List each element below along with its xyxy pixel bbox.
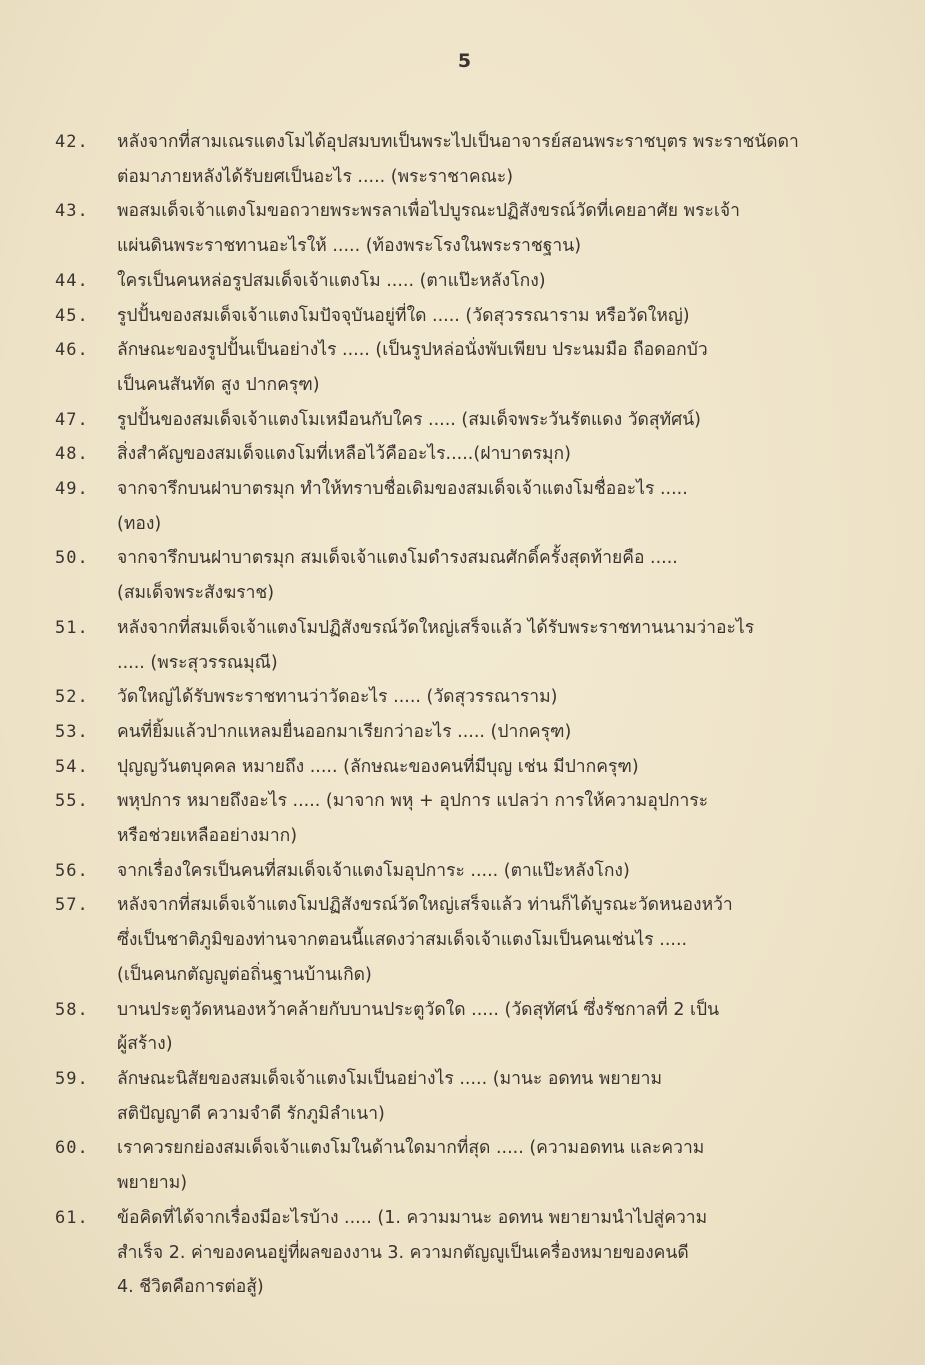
question-number: 44. (55, 270, 89, 291)
text-line: (เป็นคนกตัญญูต่อถิ่นฐานบ้านเกิด) (117, 964, 372, 985)
question-number: 43. (55, 201, 89, 222)
text-line: (ทอง) (117, 513, 162, 534)
question-text (117, 437, 875, 472)
question-text (117, 888, 875, 992)
text-line: ซึ่งเป็นชาติภูมิของท่านจากตอนนี้แสดงว่าสมเด็จเจ้าแตงโมเป็นคนเช่นไร ..... (117, 930, 688, 951)
question-number: 45. (55, 305, 89, 326)
text-line: หลังจากที่สมเด็จเจ้าแตงโมปฏิสังขรณ์วัดใหญ่เสร็จแล้ว ได้รับพระราชทานนามว่าอะไร (117, 617, 755, 638)
question-item (55, 264, 875, 299)
question-text (117, 854, 875, 889)
text-line: ลักษณะนิสัยของสมเด็จเจ้าแตงโมเป็นอย่างไร ..... (มานะ อดทน พยายาม (117, 1068, 663, 1089)
question-number: 54. (55, 756, 89, 777)
question-item (55, 472, 875, 541)
question-number: 56. (55, 860, 89, 881)
question-number: 60. (55, 1138, 89, 1159)
text-line: หรือช่วยเหลืออย่างมาก) (117, 826, 298, 847)
question-text (117, 472, 875, 541)
question-item (55, 1062, 875, 1131)
question-number: 48. (55, 444, 89, 465)
text-line: สติปัญญาดี ความจำดี รักภูมิลำเนา) (117, 1103, 385, 1124)
question-text (117, 299, 875, 334)
text-line: สิ่งสำคัญของสมเด็จแตงโมที่เหลือไว้คืออะไร.....(ฝาบาตรมุก) (117, 444, 571, 465)
page-number: 5 (457, 50, 472, 72)
question-number: 59. (55, 1068, 89, 1089)
question-item (55, 993, 875, 1062)
question-item (55, 750, 875, 785)
text-line: จากจารึกบนฝาบาตรมุก สมเด็จเจ้าแตงโมดำรงสมณศักดิ์ครั้งสุดท้ายคือ ..... (117, 548, 678, 569)
text-line: (สมเด็จพระสังฆราช) (117, 583, 275, 604)
text-line: พยายาม) (117, 1173, 188, 1194)
text-line: 4. ชีวิตคือการต่อสู้) (117, 1277, 264, 1298)
question-text (117, 125, 875, 194)
question-item (55, 1131, 875, 1200)
text-line: ผู้สร้าง) (117, 1034, 173, 1055)
text-line: รูปปั้นของสมเด็จเจ้าแตงโมเหมือนกับใคร ..... (สมเด็จพระวันรัตแดง วัดสุทัศน์) (117, 409, 702, 430)
question-text (117, 993, 875, 1062)
question-text (117, 194, 875, 263)
text-line: จากเรื่องใครเป็นคนที่สมเด็จเจ้าแตงโมอุปการะ ..... (ตาแป๊ะหลังโกง) (117, 860, 630, 881)
question-number: 58. (55, 999, 89, 1020)
question-number: 47. (55, 409, 89, 430)
text-line: รูปปั้นของสมเด็จเจ้าแตงโมปัจจุบันอยู่ที่ใด ..... (วัดสุวรรณาราม หรือวัดใหญ่) (117, 305, 690, 326)
question-item (55, 125, 875, 194)
text-line: ปุญญวันตบุคคล หมายถึง ..... (ลักษณะของคนที่มีบุญ เช่น มีปากครุฑ) (117, 756, 639, 777)
question-number: 53. (55, 721, 89, 742)
text-line: หลังจากที่สมเด็จเจ้าแตงโมปฏิสังขรณ์วัดใหญ่เสร็จแล้ว ท่านก็ได้บูรณะวัดหนองหว้า (117, 895, 733, 916)
question-text (117, 715, 875, 750)
question-text (117, 784, 875, 853)
question-text (117, 333, 875, 402)
question-list (55, 125, 875, 1305)
text-line: คนที่ยิ้มแล้วปากแหลมยื่นออกมาเรียกว่าอะไร ..... (ปากครุฑ) (117, 721, 572, 742)
question-text (117, 611, 875, 680)
question-number: 49. (55, 479, 89, 500)
text-line: สำเร็จ 2. ค่าของคนอยู่ที่ผลของงาน 3. ความกตัญญูเป็นเครื่องหมายของคนดี (117, 1242, 689, 1263)
question-text (117, 541, 875, 610)
question-text (117, 264, 875, 299)
question-text (117, 1062, 875, 1131)
text-line: จากจารึกบนฝาบาตรมุก ทำให้ทราบชื่อเดิมของสมเด็จเจ้าแตงโมชื่ออะไร ..... (117, 479, 688, 500)
question-number: 52. (55, 687, 89, 708)
text-line: วัดใหญ่ได้รับพระราชทานว่าวัดอะไร ..... (วัดสุวรรณาราม) (117, 687, 558, 708)
text-line: ข้อคิดที่ได้จากเรื่องมีอะไรบ้าง ..... (1. ความมานะ อดทน พยายามนำไปสู่ความ (117, 1207, 708, 1228)
question-item (55, 715, 875, 750)
text-line: หลังจากที่สามเณรแตงโมได้อุปสมบทเป็นพระไปเป็นอาจารย์สอนพระราชบุตร พระราชนัดดา (117, 132, 799, 152)
question-number: 61. (55, 1207, 89, 1228)
question-item (55, 194, 875, 263)
question-number: 42. (55, 132, 89, 152)
question-item (55, 437, 875, 472)
question-item (55, 611, 875, 680)
question-text (117, 1201, 875, 1305)
question-number: 51. (55, 617, 89, 638)
question-text (117, 750, 875, 785)
text-line: บานประตูวัดหนองหว้าคล้ายกับบานประตูวัดใด ..... (วัดสุทัศน์ ซึ่งรัชกาลที่ 2 เป็น (117, 999, 720, 1020)
question-number: 57. (55, 895, 89, 916)
text-line: แผ่นดินพระราชทานอะไรให้ ..... (ท้องพระโรงในพระราชฐาน) (117, 236, 582, 257)
text-line: ใครเป็นคนหล่อรูปสมเด็จเจ้าแตงโม ..... (ตาแป๊ะหลังโกง) (117, 270, 546, 291)
question-text (117, 680, 875, 715)
text-line: ลักษณะของรูปปั้นเป็นอย่างไร ..... (เป็นรูปหล่อนั่งพับเพียบ ประนมมือ ถือดอกบัว (117, 340, 708, 361)
question-item (55, 541, 875, 610)
question-item (55, 888, 875, 992)
question-number: 46. (55, 340, 89, 361)
question-item (55, 1201, 875, 1305)
text-line: พอสมเด็จเจ้าแตงโมขอถวายพระพรลาเพื่อไปบูรณะปฏิสังขรณ์วัดที่เคยอาศัย พระเจ้า (117, 201, 740, 222)
question-item (55, 784, 875, 853)
question-item (55, 854, 875, 889)
question-item (55, 299, 875, 334)
question-text (117, 1131, 875, 1200)
text-line: เป็นคนสันทัด สูง ปากครุฑ) (117, 374, 320, 395)
text-line: ..... (พระสุวรรณมุณี) (117, 652, 278, 673)
text-line: เราควรยกย่องสมเด็จเจ้าแตงโมในด้านใดมากที่สุด ..... (ความอดทน และความ (117, 1138, 705, 1159)
question-text (117, 403, 875, 438)
question-number: 50. (55, 548, 89, 569)
question-item (55, 403, 875, 438)
text-line: ต่อมาภายหลังได้รับยศเป็นอะไร ..... (พระราชาคณะ) (117, 166, 514, 187)
question-number: 55. (55, 791, 89, 812)
text-line: พหุปการ หมายถึงอะไร ..... (มาจาก พหุ + อุปการ แปลว่า การให้ความอุปการะ (117, 791, 709, 812)
question-item (55, 333, 875, 402)
question-item (55, 680, 875, 715)
